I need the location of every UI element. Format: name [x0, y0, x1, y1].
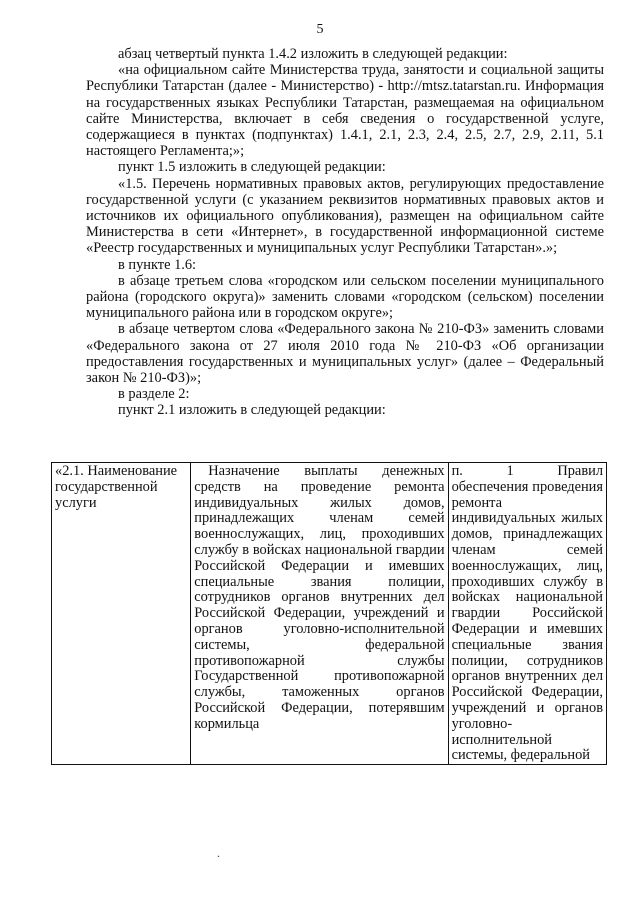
paragraph-amend-2-1: пункт 2.1 изложить в следующей редакции: [118, 402, 386, 419]
paragraph-fourth-abzac: в абзаце четвертом слова «Федерального закона № 210-ФЗ» заменить словами «Федерального закона от 27 июля 2010 года № 210-ФЗ «Об организации предоставления государственных и муниципальных услуг» (далее – Федеральный закон № 210-ФЗ)»; [86, 321, 604, 387]
page-number: 5 [316, 22, 324, 37]
stray-mark: . [217, 846, 220, 860]
table-row [52, 463, 607, 765]
paragraph-amend-1-4-2: абзац четвертый пункта 1.4.2 изложить в следующей редакции: [118, 46, 508, 62]
paragraph-third-abzac: в абзаце третьем слова «городском или сельском поселении муниципального района (городского округа)» заменить словами «городском (сельском) поселении муниципального района или в городском округе»; [86, 272, 604, 322]
paragraph-section-2: в разделе 2: [118, 386, 190, 403]
table-cell-service-name-label [52, 463, 191, 765]
service-description: Назначение выплаты денежных средств на проведение ремонта индивидуальных жилых домов, принадлежащих членам семей военнослужащих, лиц, проходивших службу в войсках национальной гвардии Российской Федерации и имевших специальные звания полиции, сотрудников органов внутренних дел Российской Федерации, учреждений и органов уголовно-исполнительной системы, федеральной противопожарной службы Государственной противопожарной службы, таможенных органов Российской Федерации, потерявшим кормильца [194, 463, 445, 732]
table-cell-legal-basis [448, 463, 606, 765]
service-name-label: «2.1. Наименование государственной услуги [55, 463, 178, 511]
legal-basis: п. 1 Правил обеспечения проведения ремонта индивидуальных жилых домов, принадлежащих членам семей военнослужащих, лиц, проходивших службу в войсках национальной гвардии Российской Федерации и имевших специальные звания полиции, сотрудников органов внутренних дел Российской Федерации, учреждений и органов уголовно-исполнительной системы, федеральной [451, 463, 603, 764]
paragraph-website-info: «на официальном сайте Министерства труда, занятости и социальной защиты Республики Татарстан (далее - Министерство) - http://mtsz.tatarstan.ru. Информация на государственных языках Республики Татарстан, размещаемая на официальном сайте Министерства, включает в себя сведения о государственной услуге, содержащиеся в пунктах (подпунктах) 1.4.1, 2.1, 2.3, 2.4, 2.5, 2.7, 2.9, 2.11, 5.1 настоящего Регламента;»; [86, 62, 604, 160]
service-table [51, 462, 607, 765]
body-text [86, 46, 604, 419]
paragraph-point-1-6: в пункте 1.6: [118, 256, 197, 273]
table-cell-service-description [191, 463, 448, 765]
paragraph-legal-acts: «1.5. Перечень нормативных правовых актов, регулирующих предоставление государственной услуги (с указанием реквизитов нормативных правовых актов и источников их официального опубликования), размещен на официальном сайте Министерства в сети «Интернет», в государственной информационной системе «Реестр государственных и муниципальных услуг Республики Татарстан».»; [86, 175, 604, 257]
paragraph-amend-1-5: пункт 1.5 изложить в следующей редакции: [118, 159, 386, 176]
